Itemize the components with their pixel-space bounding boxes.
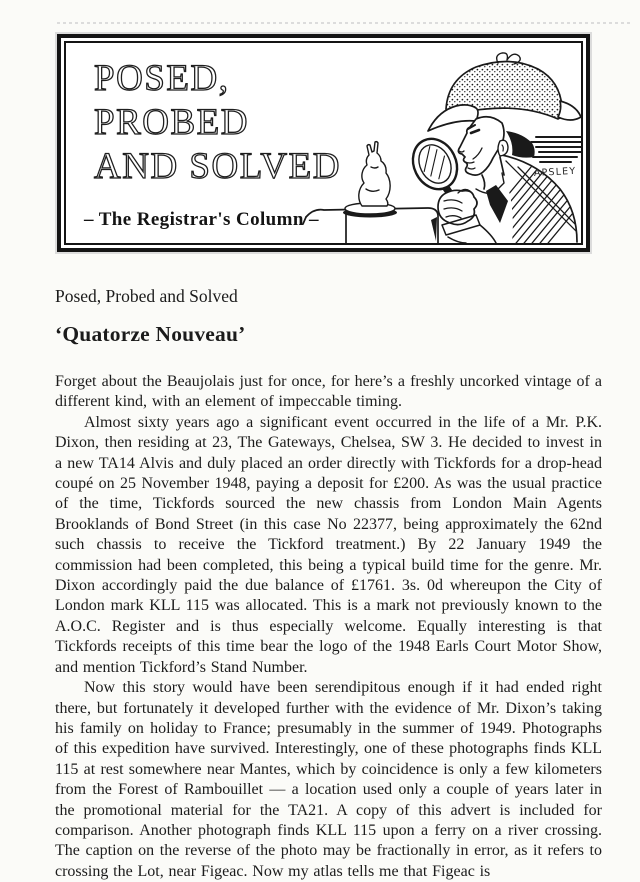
article-paragraph: Almost sixty years ago a significant event occurred in the life of a Mr. P.K. Dixon, then residing at 23, The Gateways, Chelsea, SW 3. He decided to invest in a new TA14 Alvis and duly placed an order directly with Tickfords for a drop-head coupé on 25 November 1948, paying a deposit for £200. As was the usual practice of the time, Tickfords sourced the new chassis from London Main Agents Brooklands of Bond Street (in this case No 22377, being approximately the 62nd such chassis to receive the Tickford treatment.) By 22 January 1949 the commission had been completed, this being a typical build time for the genre. Mr. Dixon accordingly paid the due balance of £1761. 3s. 0d whereupon the City of London mark KLL 115 was allocated. This is a mark not previously known to the A.O.C. Register and is thus especially welcome. Equally interesting is that Tickfords receipts of this time bear the logo of the 1948 Earls Court Motor Show, and mention Tickford’s Stand Number. (55, 413, 602, 676)
masthead-inner-frame (64, 41, 583, 245)
masthead-title-line: PROBED (94, 102, 249, 143)
scan-artifact-edge (57, 22, 632, 24)
article-kicker: Posed, Probed and Solved (55, 286, 238, 306)
detective-figure (405, 53, 581, 243)
article-body (55, 254, 602, 882)
masthead-title-line: POSED, (94, 58, 230, 99)
deerstalker-hat (428, 53, 581, 131)
hand (438, 189, 496, 243)
masthead-title (94, 57, 341, 189)
mascot-statue (343, 142, 397, 218)
masthead-title-line: AND SOLVED (94, 146, 341, 187)
article-heading: ‘Quatorze Nouveau’ (55, 322, 246, 346)
masthead-box (57, 34, 590, 252)
masthead-subtitle: – The Registrar's Column – (84, 209, 319, 230)
article-paragraph: Now this story would have been serendipitous enough if it had ended right there, but fortunately it developed further with the evidence of Mr. Dixon’s taking his family on holiday to France; presumably in the summer of 1949. Photographs of this expedition have survived. Interestingly, one of these photographs finds KLL 115 at rest somewhere near Mantes, which by coincidence is only a few kilometers from the Forest of Rambouillet — a location used only a couple of years later in the promotional material for the TA21. A copy of this advert is included for comparison. Another photograph finds KLL 115 upon a ferry on a river crossing. The caption on the reverse of the photo may be fractionally in error, as it refers to crossing the Lot, near Figeac. Now my atlas tells me that Figeac is (55, 679, 602, 880)
artist-signature: APSLEY (533, 165, 577, 179)
article-paragraph: Forget about the Beaujolais just for once, for here’s a freshly uncorked vintage of a different kind, with an element of impeccable timing. (55, 373, 602, 411)
